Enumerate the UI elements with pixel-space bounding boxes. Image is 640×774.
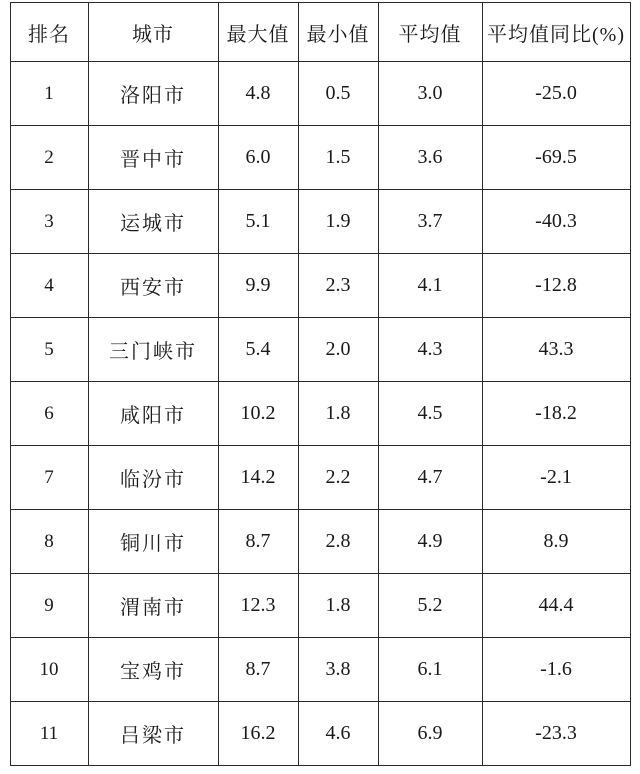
- cell-max: 14.2: [218, 446, 298, 510]
- table-row: [10, 318, 630, 382]
- cell-avg: 3.7: [378, 190, 482, 254]
- table-row: [10, 510, 630, 574]
- cell-city: 晋中市: [88, 126, 218, 190]
- cell-city: 三门峡市: [88, 318, 218, 382]
- cell-min: 1.8: [298, 574, 378, 638]
- cell-city: 吕梁市: [88, 702, 218, 766]
- cell-avg: 4.1: [378, 254, 482, 318]
- cell-min: 2.3: [298, 254, 378, 318]
- cell-yoy: -23.3: [482, 702, 630, 766]
- column-header-rank: 排名: [10, 3, 88, 62]
- table-row: [10, 574, 630, 638]
- cell-city: 咸阳市: [88, 382, 218, 446]
- table-body: [10, 62, 630, 766]
- cell-min: 2.2: [298, 446, 378, 510]
- cell-max: 5.4: [218, 318, 298, 382]
- cell-rank: 2: [10, 126, 88, 190]
- cell-avg: 4.3: [378, 318, 482, 382]
- cell-max: 8.7: [218, 510, 298, 574]
- table-row: [10, 254, 630, 318]
- cell-avg: 3.6: [378, 126, 482, 190]
- cell-yoy: 8.9: [482, 510, 630, 574]
- cell-yoy: -12.8: [482, 254, 630, 318]
- cell-avg: 6.1: [378, 638, 482, 702]
- cell-avg: 3.0: [378, 62, 482, 126]
- cell-rank: 8: [10, 510, 88, 574]
- table-row: [10, 638, 630, 702]
- table-row: [10, 446, 630, 510]
- cell-city: 宝鸡市: [88, 638, 218, 702]
- cell-min: 1.5: [298, 126, 378, 190]
- cell-yoy: -2.1: [482, 446, 630, 510]
- cell-yoy: -40.3: [482, 190, 630, 254]
- cell-min: 1.8: [298, 382, 378, 446]
- cell-rank: 1: [10, 62, 88, 126]
- cell-yoy: 43.3: [482, 318, 630, 382]
- column-header-yoy: 平均值同比(%): [482, 3, 630, 62]
- cell-city: 运城市: [88, 190, 218, 254]
- cell-yoy: -25.0: [482, 62, 630, 126]
- column-header-min: 最小值: [298, 3, 378, 62]
- table-row: [10, 702, 630, 766]
- column-header-max: 最大值: [218, 3, 298, 62]
- cell-yoy: -1.6: [482, 638, 630, 702]
- table-row: [10, 382, 630, 446]
- cell-max: 5.1: [218, 190, 298, 254]
- cell-city: 洛阳市: [88, 62, 218, 126]
- cell-min: 2.8: [298, 510, 378, 574]
- cell-min: 0.5: [298, 62, 378, 126]
- cell-city: 铜川市: [88, 510, 218, 574]
- cell-avg: 4.9: [378, 510, 482, 574]
- cell-max: 10.2: [218, 382, 298, 446]
- cell-avg: 5.2: [378, 574, 482, 638]
- table-row: [10, 62, 630, 126]
- cell-rank: 6: [10, 382, 88, 446]
- cell-max: 6.0: [218, 126, 298, 190]
- cell-max: 9.9: [218, 254, 298, 318]
- column-header-avg: 平均值: [378, 3, 482, 62]
- cell-rank: 11: [10, 702, 88, 766]
- cell-city: 临汾市: [88, 446, 218, 510]
- cell-min: 3.8: [298, 638, 378, 702]
- cell-max: 8.7: [218, 638, 298, 702]
- cell-min: 2.0: [298, 318, 378, 382]
- cell-rank: 9: [10, 574, 88, 638]
- cell-city: 西安市: [88, 254, 218, 318]
- cell-city: 渭南市: [88, 574, 218, 638]
- cell-avg: 4.7: [378, 446, 482, 510]
- table-header: [10, 3, 630, 62]
- cell-rank: 3: [10, 190, 88, 254]
- cell-min: 1.9: [298, 190, 378, 254]
- table-row: [10, 126, 630, 190]
- column-header-city: 城市: [88, 3, 218, 62]
- cell-rank: 4: [10, 254, 88, 318]
- cell-min: 4.6: [298, 702, 378, 766]
- cell-yoy: 44.4: [482, 574, 630, 638]
- cell-max: 12.3: [218, 574, 298, 638]
- cell-rank: 7: [10, 446, 88, 510]
- cell-rank: 5: [10, 318, 88, 382]
- ranking-table: [10, 2, 631, 766]
- cell-avg: 4.5: [378, 382, 482, 446]
- cell-avg: 6.9: [378, 702, 482, 766]
- cell-max: 4.8: [218, 62, 298, 126]
- cell-rank: 10: [10, 638, 88, 702]
- cell-yoy: -69.5: [482, 126, 630, 190]
- table-row: [10, 190, 630, 254]
- cell-max: 16.2: [218, 702, 298, 766]
- table-header-row: [10, 3, 630, 62]
- cell-yoy: -18.2: [482, 382, 630, 446]
